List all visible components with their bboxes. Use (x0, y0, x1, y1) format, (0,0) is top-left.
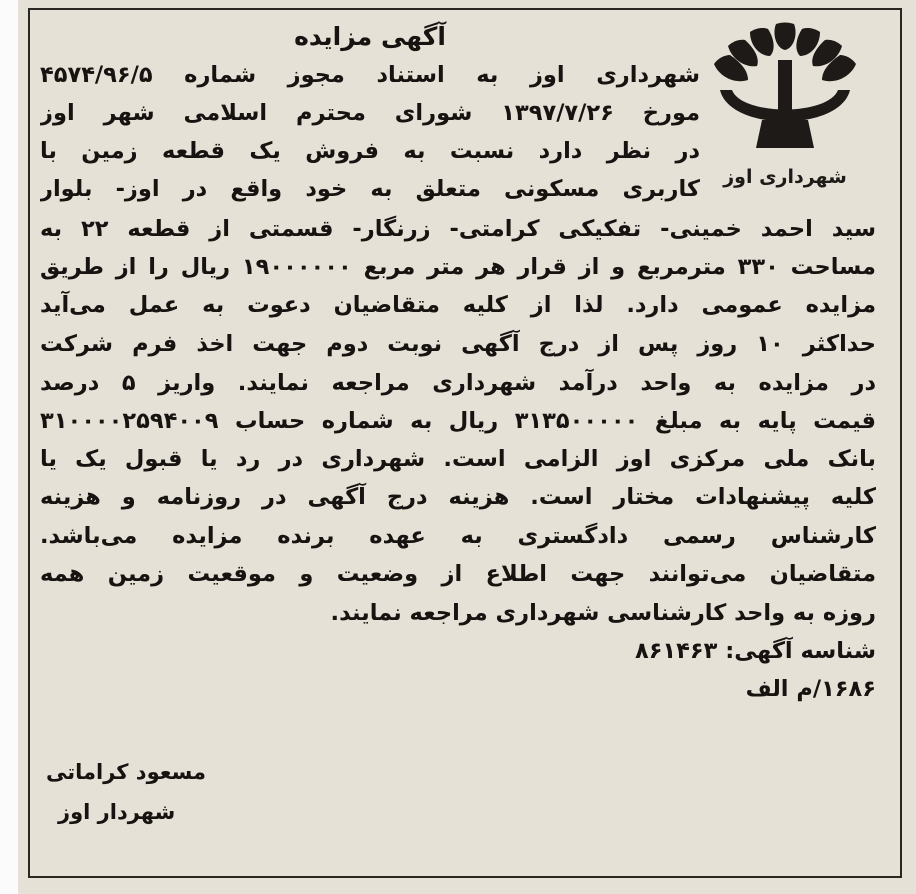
notice-line: شهرداری اوز به استناد مجوز شماره ۴۵۷۴/۹۶/۵ (40, 62, 700, 88)
ad-reference: ۱۶۸۶/م الف (745, 676, 876, 702)
notice-line: کلیه پیشنهادات مختار است. هزینه درج آگهی در روزنامه و هزینه (40, 484, 876, 510)
notice-line: مساحت ۳۳۰ مترمربع و از قرار هر متر مربع ۱۹۰۰۰۰۰۰ ریال را از طریق (40, 254, 876, 280)
municipality-palm-logo-icon (710, 20, 860, 155)
notice-line: مورخ ۱۳۹۷/۷/۲۶ شورای محترم اسلامی شهر اوز (40, 100, 700, 126)
notice-line: قیمت پایه به مبلغ ۳۱۳۵۰۰۰۰۰ ریال به شماره حساب ۳۱۰۰۰۰۲۵۹۴۰۰۹ (40, 408, 876, 434)
signatory-position: شهردار اوز (58, 800, 176, 824)
signatory-name: مسعود کراماتی (46, 760, 206, 784)
notice-title: آگهی مزایده (294, 22, 446, 51)
notice-line: روزه به واحد کارشناسی شهرداری مراجعه نمایند. (330, 600, 876, 626)
notice-line: کارشناس رسمی دادگستری به عهده برنده مزایده می‌باشد. (40, 523, 876, 549)
notice-line: در مزایده به واحد درآمد شهرداری مراجعه نمایند. واریز ۵ درصد (40, 370, 876, 396)
notice-line: کاربری مسکونی متعلق به خود واقع در اوز- بلوار (40, 176, 700, 202)
page-margin (0, 0, 18, 894)
notice-line: متقاضیان می‌توانند جهت اطلاع از وضعیت و موقعیت زمین همه (40, 561, 876, 587)
notice-line: در نظر دارد نسبت به فروش یک قطعه زمین با (40, 138, 700, 164)
logo-caption: شهرداری اوز (723, 166, 847, 188)
municipality-logo (710, 20, 860, 190)
ad-id: شناسه آگهی: ۸۶۱۴۶۳ (634, 638, 876, 664)
notice-line: بانک ملی مرکزی اوز الزامی است. شهرداری در رد یا قبول یک یا (40, 446, 876, 472)
notice-line: مزایده عمومی دارد. لذا از کلیه متقاضیان دعوت به عمل می‌آید (40, 292, 876, 318)
notice-line: حداکثر ۱۰ روز پس از درج آگهی نوبت دوم جهت اخذ فرم شرکت (40, 331, 876, 357)
notice-line: سید احمد خمینی- تفکیکی کرامتی- زرنگار- قسمتی از قطعه ۲۲ به (40, 216, 876, 242)
